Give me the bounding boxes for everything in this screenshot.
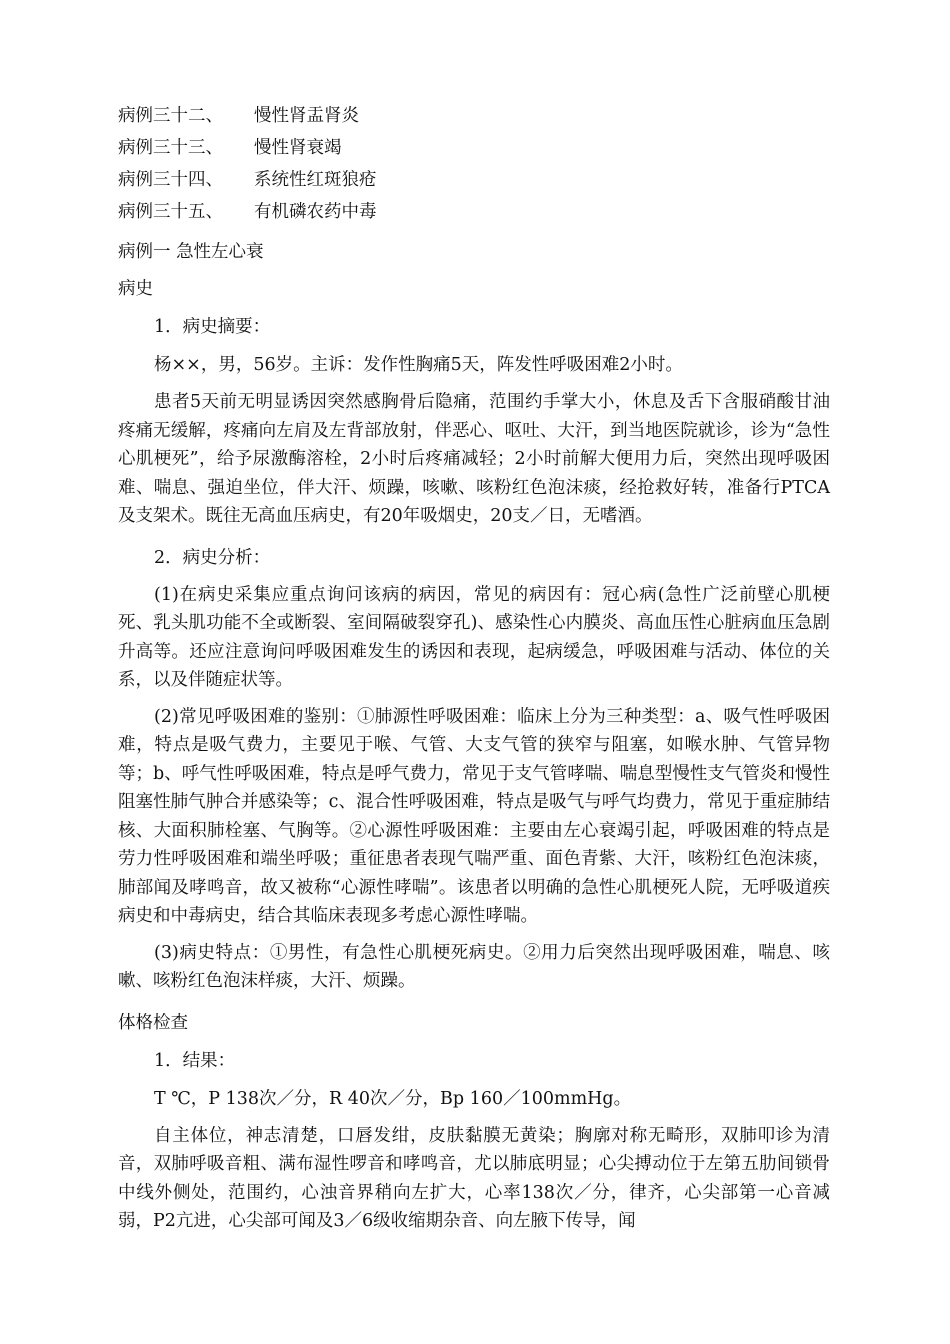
toc-entry-number: 病例三十三、 [118, 138, 223, 158]
present-illness-paragraph: 患者5天前无明显诱因突然感胸骨后隐痛，范围约手掌大小，休息及舌下含服硝酸甘油疼痛无缓解，疼痛向左肩及左背部放射，伴恶心、呕吐、大汗，到当地医院就诊，诊为“急性心肌梗死”，给予尿激酶溶栓，2小时后疼痛减轻；2小时前解大便用力后，突然出现呼吸困难、喘息、强迫坐位，伴大汗、烦躁，咳嗽、咳粉红色泡沫痰，经抢救好转，准备行PTCA及支架术。既往无高血压病史，有20年吸烟史，20支／日，无嗜酒。 [118, 392, 830, 526]
toc-entry-title: 有机磷农药中毒 [254, 202, 377, 222]
analysis-paragraph-2: (2)常见呼吸困难的鉴别：①肺源性呼吸困难：临床上分为三种类型：a、吸气性呼吸困难，特点是吸气费力，主要见于喉、气管、大支气管的狭窄与阻塞，如喉水肿、气管异物等；b、呼气性呼吸困难，特点是呼气费力，常见于支气管哮喘、喘息型慢性支气管炎和慢性阻塞性肺气肿合并感染等；c、混合性呼吸困难，特点是吸气与呼气均费力，常见于重症肺结核、大面积肺栓塞、气胸等。②心源性呼吸困难：主要由左心衰竭引起，呼吸困难的特点是劳力性呼吸困难和端坐呼吸；重征患者表现气喘严重、面色青紫、大汗，咳粉红色泡沫痰，肺部闻及哮鸣音，故又被称“心源性哮喘”。该患者以明确的急性心肌梗死人院，无呼吸道疾病史和中毒病史，结合其临床表现多考虑心源性哮喘。 [118, 706, 830, 926]
exam-result-label: 1．结果： [154, 1050, 236, 1071]
exam-findings-paragraph: 自主体位，神志清楚，口唇发绀，皮肤黏膜无黄染；胸廓对称无畸形，双肺叩诊为清音，双肺呼吸音粗、满布湿性啰音和哮鸣音，尤以肺底明显；心尖搏动位于左第五肋间锁骨中线外侧处，范围约，心浊音界稍向左扩大，心率138次／分，律齐，心尖部第一心音减弱，P2亢进，心尖部可闻及3／6级收缩期杂音、向左腋下传导，闻 [118, 1125, 830, 1231]
toc-entry [118, 196, 830, 228]
history-heading: 病史 [118, 279, 153, 299]
document-body [118, 100, 830, 1244]
toc-entry-number: 病例三十五、 [118, 202, 223, 222]
toc-entry-number: 病例三十四、 [118, 170, 223, 190]
toc-entry [118, 164, 830, 196]
toc-entry-number: 病例三十二、 [118, 106, 223, 126]
history-summary-label: 1．病史摘要： [154, 317, 271, 337]
toc-entry [118, 132, 830, 164]
exam-heading: 体格检查 [118, 1012, 188, 1033]
case-title: 病例一 急性左心衰 [118, 242, 264, 262]
chief-complaint: 杨××，男，56岁。主诉：发作性胸痛5天，阵发性呼吸困难2小时。 [154, 355, 683, 375]
analysis-paragraph-1: (1)在病史采集应重点询问该病的病因，常见的病因有：冠心病(急性广泛前壁心肌梗死、乳头肌功能不全或断裂、室间隔破裂穿孔)、感染性心内膜炎、高血压性心脏病血压急剧升高等。还应注意询问呼吸困难发生的诱因和表现，起病缓急，呼吸困难与活动、体位的关系，以及伴随症状等。 [118, 584, 830, 690]
history-analysis-label: 2．病史分析： [154, 547, 271, 568]
toc-entry-title: 慢性肾盂肾炎 [254, 106, 359, 126]
analysis-paragraph-3: (3)病史特点：①男性，有急性心肌梗死病史。②用力后突然出现呼吸困难，喘息、咳嗽、咳粉红色泡沫样痰，大汗、烦躁。 [118, 942, 830, 991]
vital-signs: T ℃，P 138次／分，R 40次／分，Bp 160／100mmHg。 [154, 1088, 632, 1109]
toc-entry-title: 慢性肾衰竭 [254, 138, 342, 158]
toc-entry-title: 系统性红斑狼疮 [254, 170, 377, 190]
toc-entry [118, 100, 830, 132]
